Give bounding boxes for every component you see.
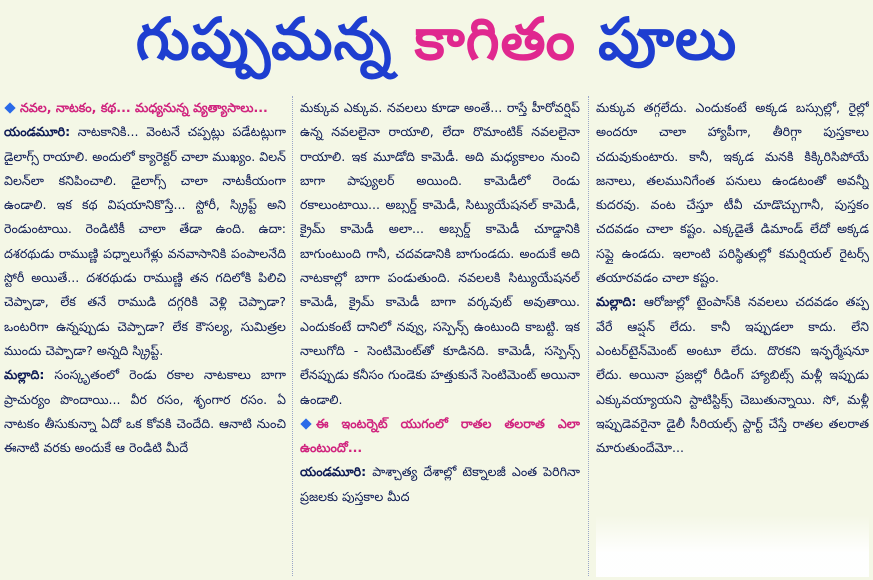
question-text: ఈ ఇంటర్నెట్ యుగంలో రాతల తలరాత ఎలా ఉంటుందో... <box>300 415 580 456</box>
bullet-icon <box>300 418 311 429</box>
answer-text: ఆరోజుల్లో టైంపాస్‌కి నవలలు చదవడం తప్ప వేరే ఆప్షన్ లేదు. కానీ ఇప్పుడలా కాదు. లేని ఎంటర్‌టైన్‌మెంట్ అంటూ లేదు. దొరకని ఇన్ఫర్మేషనూ లేదు. అయినా ప్రజల్లో రీడింగ్ హ్యాబిట్స్ మళ్లీ ఇప్పుడు ఎక్కువయ్యాయని స్టాటిస్టిక్స్ చెబుతున్నాయి. సో, మళ్లీ ఇప్పుడెవరైనా డైలీ సీరియల్స్ స్టార్ట్ చేస్తే రాతల తలరాత మారుతుందేమో... <box>596 294 869 456</box>
answer-paragraph <box>596 290 869 460</box>
answer-text: సంస్కృతంలో రెండు రకాల నాటకాలు బాగా ప్రాచుర్యం పొందాయి... వీర రసం, శృంగార రసం. ఏ నాటకం తీసుకున్నా ఏదో ఒక కోవకి చెందేది. ఆనాటి నుంచి ఈనాటి వరకు అందుకే ఆ రెండిటి మీదే <box>4 367 286 456</box>
question-heading <box>300 412 580 461</box>
body-paragraph: మక్కువ తగ్గలేదు. ఎందుకంటే అక్కడ బస్సుల్లో, రైల్లో అందరూ చాలా హ్యాపీగా, తీరిగ్గా పుస్తకాలు చదువుకుంటారు. కానీ, ఇక్కడ మనకి కిక్కిరిసిపోయే జనాలు, తలమునిగేంత పనులు ఉండటంతో అవన్నీ కుదరవు. వంట చేస్తూ టీవీ చూడొచ్చుగానీ, పుస్తకం చదవడం చాలా కష్టం. ఎక్కడైతే డిమాండ్ లేదో అక్కడ సప్లై ఉండదు. ఇలాంటి పరిస్థితుల్లో కమర్షియల్ రైటర్స్ తయారవడం చాలా కష్టం. <box>596 100 869 286</box>
bullet-icon <box>4 102 15 113</box>
question-heading <box>4 96 286 120</box>
body-paragraph: మక్కువ ఎక్కువ. నవలలు కూడా అంతే... రాస్తే హీరోవర్షిప్ ఉన్న నవలలైనా రాయాలి, లేదా రొమాంటిక్ నవలలైనా రాయాలి. ఇక మూడోది కామెడీ. అది మధ్యకాలం నుంచి బాగా పాప్యులర్ అయింది. కామెడీలో రెండు రకాలుంటాయి... అబ్సర్డ్ కామెడీ, సిట్యుయేషనల్ కామెడీ, క్రైమ్ కామెడీ అలా... అబ్సర్డ్ కామెడీ చూడ్డానికి బాగుంటుంది గానీ, చదవడానికి బాగుండదు. అందుకే అది నాటకాల్లో బాగా పండుతుంది. నవలలకి సిట్యుయేషనల్ కామెడీ, క్రైమ్ కామెడీ బాగా వర్కవుట్ అవుతాయి. ఎందుకంటే దానిలో నవ్వు, సస్పెన్స్ ఉంటుంది కాబట్టి. ఇక నాలుగోది - సెంటిమెంట్‌తో కూడినది. కామెడీ, సస్పెన్స్ లేనప్పుడు కనీసం గుండెకు హత్తుకునే సెంటిమెంట్ అయినా ఉండాలి. <box>300 100 580 407</box>
answer-text: పాశ్చాత్య దేశాల్లో టెక్నాలజీ ఎంత పెరిగినా ప్రజలకు పుస్తకాల మీద <box>300 464 580 504</box>
speaker-name: మల్లాది: <box>596 294 637 310</box>
answer-paragraph <box>300 460 580 509</box>
article-column-2 <box>300 96 580 576</box>
headline <box>0 0 873 92</box>
column-divider <box>588 96 589 576</box>
question-text: నవల, నాటకం, కథ... మధ్యనున్న వ్యత్యాసాలు... <box>20 100 268 115</box>
headline-part-1: గుప్పుమన్న <box>135 4 393 73</box>
answer-paragraph <box>4 363 286 460</box>
column-divider <box>292 96 293 576</box>
article-column-3 <box>596 96 869 576</box>
article-column-1 <box>4 96 286 576</box>
answer-paragraph <box>4 120 286 363</box>
answer-text: నాటకానికి... వెంటనే చప్పట్లు పడేటట్లుగా డైలాగ్స్ రాయాలి. అందులో క్యారెక్టర్ చాలా ముఖ్యం. విలన్ విలన్‌లా కనిపించాలి. డైలాగ్స్ చాలా నాటకీయంగా ఉండాలి. ఇక కథ విషయానికొస్తే... స్టోరీ, స్క్రిప్ట్ అని రెండుంటాయి. రెండిటికీ చాలా తేడా ఉంది. ఉదా: దశరథుడు రాముణ్ణి పధ్నాలుగేళ్లు వనవాసానికి పంపాలనేది స్టోరీ అయితే... దశరథుడు రాముణ్ణి తన గదిలోకి పిలిచి చెప్పాడా, లేక తనే రాముడి దగ్గరికి వెళ్లి చెప్పాడా? ఒంటరిగా ఉన్నప్పుడు చెప్పాడా? లేక కౌసల్య, సుమిత్రల ముందు చెప్పాడా? అన్నది స్క్రిప్ట్. <box>4 124 286 358</box>
speaker-name: యండమూరి: <box>300 464 367 480</box>
headline-part-2: కాగితం <box>414 4 577 73</box>
column-end-fade <box>596 515 869 577</box>
speaker-name: మల్లాది: <box>4 367 45 383</box>
speaker-name: యండమూరి: <box>4 124 71 140</box>
headline-part-3: పూలు <box>598 4 738 73</box>
